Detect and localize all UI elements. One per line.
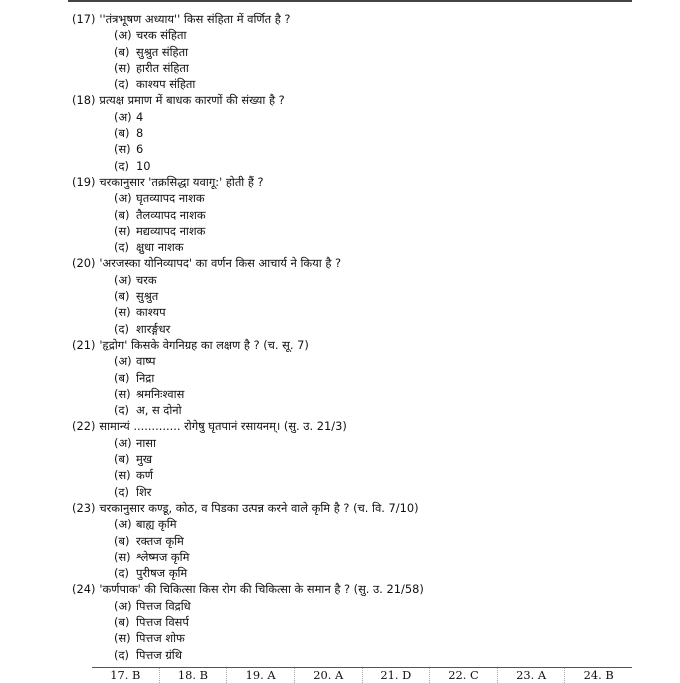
option-text: 10 bbox=[136, 158, 151, 173]
question-text: 'कर्णपाक' की चिकित्सा किस रोग की चिकित्सा के समान है ? (सु. उ. 21/58) bbox=[99, 582, 424, 597]
option-label: (स) bbox=[114, 549, 131, 564]
option-label: (द) bbox=[114, 647, 129, 662]
question-18 bbox=[72, 92, 632, 108]
option-label: (अ) bbox=[114, 28, 132, 43]
option-text: तैलव्यापद नाशक bbox=[136, 207, 206, 222]
answer-key-item: 22. C bbox=[430, 668, 498, 683]
question-text: सामान्यं ............. रोगेषु घृतपानं रसायनम्। (सु. उ. 21/3) bbox=[99, 419, 347, 434]
option bbox=[72, 239, 632, 255]
option bbox=[72, 44, 632, 60]
question-number: (19) bbox=[72, 174, 96, 189]
question-text: ''तंत्रभूषण अध्याय'' किस संहिता में वर्णित है ? bbox=[99, 12, 291, 26]
option-text: वाष्प bbox=[136, 354, 156, 369]
option bbox=[72, 614, 632, 630]
option-label: (अ) bbox=[114, 435, 132, 450]
option bbox=[72, 76, 632, 92]
question-number: (18) bbox=[72, 93, 96, 108]
option bbox=[72, 467, 632, 483]
option-text: घृतव्यापद नाशक bbox=[136, 191, 205, 206]
option-label: (द) bbox=[114, 321, 129, 336]
option-text: मद्यव्यापद नाशक bbox=[136, 223, 206, 238]
option bbox=[72, 533, 632, 549]
option bbox=[72, 598, 632, 614]
option-text: बाह्य कृमि bbox=[136, 517, 177, 532]
option-text: नासा bbox=[136, 435, 156, 450]
answer-key-item: 23. A bbox=[498, 668, 566, 683]
option bbox=[72, 223, 632, 239]
option bbox=[72, 109, 632, 125]
option-label: (ब) bbox=[114, 126, 130, 141]
option bbox=[72, 402, 632, 418]
option-text: चरक संहिता bbox=[136, 28, 187, 43]
question-number: (17) bbox=[72, 12, 96, 26]
option-label: (अ) bbox=[114, 272, 132, 287]
option-label: (ब) bbox=[114, 207, 130, 222]
option bbox=[72, 190, 632, 206]
option-text: श्लेष्मज कृमि bbox=[136, 549, 190, 564]
option-label: (ब) bbox=[114, 452, 130, 467]
question-text: प्रत्यक्ष प्रमाण में बाधक कारणों की संख्या है ? bbox=[99, 93, 285, 108]
option-text: कर्ण bbox=[136, 468, 153, 483]
option-label: (ब) bbox=[114, 289, 130, 304]
question-text: चरकानुसार 'तक्रसिद्धा यवागू:' होती हैं ? bbox=[99, 174, 264, 189]
question-text: चरकानुसार कण्डू, कोठ, व पिडका उत्पन्न करने वाले कृमि है ? (च. वि. 7/10) bbox=[99, 500, 419, 515]
option-text: पित्तज विसर्प bbox=[136, 614, 189, 629]
option-label: (स) bbox=[114, 305, 131, 320]
option-label: (स) bbox=[114, 468, 131, 483]
option-text: अ, स दोनो bbox=[136, 403, 182, 418]
question-text: 'हृद्रोग' किसके वेगनिग्रह का लक्षण है ? (च. सू. 7) bbox=[99, 337, 309, 352]
option-text: मुख bbox=[136, 452, 153, 467]
option-label: (ब) bbox=[114, 533, 130, 548]
option bbox=[72, 386, 632, 402]
option-label: (स) bbox=[114, 60, 131, 75]
option-text: 4 bbox=[136, 109, 144, 124]
option bbox=[72, 647, 632, 663]
option bbox=[72, 516, 632, 532]
option-text: चरक bbox=[136, 272, 157, 287]
option-text: शारर्ङ्गधर bbox=[136, 321, 171, 336]
option bbox=[72, 60, 632, 76]
option-text: पुरीषज कृमि bbox=[136, 566, 188, 581]
option-label: (द) bbox=[114, 484, 129, 499]
question-24 bbox=[72, 581, 632, 597]
option bbox=[72, 288, 632, 304]
answer-key-item: 18. B bbox=[160, 668, 228, 683]
answer-key bbox=[92, 667, 632, 683]
option-label: (अ) bbox=[114, 517, 132, 532]
option-label: (द) bbox=[114, 158, 129, 173]
option bbox=[72, 158, 632, 174]
question-17 bbox=[72, 11, 632, 27]
option bbox=[72, 451, 632, 467]
option-text: 6 bbox=[136, 142, 144, 157]
answer-key-item: 20. A bbox=[295, 668, 363, 683]
option bbox=[72, 304, 632, 320]
option-text: काश्यप संहिता bbox=[136, 77, 196, 92]
option-label: (अ) bbox=[114, 191, 132, 206]
option-label: (स) bbox=[114, 386, 131, 401]
top-rule bbox=[68, 0, 632, 2]
question-22 bbox=[72, 418, 632, 434]
option-label: (अ) bbox=[114, 598, 132, 613]
option bbox=[72, 565, 632, 581]
answer-key-item: 21. D bbox=[363, 668, 431, 683]
option-label: (द) bbox=[114, 566, 129, 581]
option bbox=[72, 549, 632, 565]
answer-key-item: 19. A bbox=[227, 668, 295, 683]
option-text: पित्तज ग्रंथि bbox=[136, 647, 183, 662]
question-number: (21) bbox=[72, 337, 96, 352]
question-text: 'अरजस्का योनिव्यापद' का वर्णन किस आचार्य ने किया है ? bbox=[99, 256, 342, 271]
option bbox=[72, 27, 632, 43]
option-text: पित्तज शोफ bbox=[136, 631, 185, 646]
option-label: (द) bbox=[114, 403, 129, 418]
question-number: (22) bbox=[72, 419, 96, 434]
option-label: (द) bbox=[114, 240, 129, 255]
option bbox=[72, 370, 632, 386]
option bbox=[72, 272, 632, 288]
question-number: (20) bbox=[72, 256, 96, 271]
option-label: (स) bbox=[114, 142, 131, 157]
option-label: (द) bbox=[114, 77, 129, 92]
option-text: सुश्रुत संहिता bbox=[136, 44, 189, 59]
option-text: पित्तज विद्रधि bbox=[136, 598, 191, 613]
option-text: काश्यप bbox=[136, 305, 166, 320]
option-label: (अ) bbox=[114, 354, 132, 369]
answer-key-item: 17. B bbox=[92, 668, 160, 683]
question-list bbox=[72, 11, 632, 663]
option-label: (अ) bbox=[114, 109, 132, 124]
option bbox=[72, 630, 632, 646]
option-label: (स) bbox=[114, 223, 131, 238]
option-text: शिर bbox=[136, 484, 152, 499]
option-text: श्रमनिःश्वास bbox=[136, 386, 185, 401]
option bbox=[72, 207, 632, 223]
option-label: (ब) bbox=[114, 614, 130, 629]
question-21 bbox=[72, 337, 632, 353]
option-text: 8 bbox=[136, 126, 144, 141]
question-20 bbox=[72, 255, 632, 271]
option-text: रक्तज कृमि bbox=[136, 533, 184, 548]
option bbox=[72, 435, 632, 451]
answer-key-item: 24. B bbox=[583, 668, 614, 682]
question-number: (24) bbox=[72, 582, 96, 597]
option-text: निद्रा bbox=[136, 370, 155, 385]
question-23 bbox=[72, 500, 632, 516]
option-text: क्षुधा नाशक bbox=[136, 240, 184, 255]
option-label: (ब) bbox=[114, 44, 130, 59]
option bbox=[72, 321, 632, 337]
option bbox=[72, 484, 632, 500]
question-number: (23) bbox=[72, 500, 96, 515]
option bbox=[72, 125, 632, 141]
option bbox=[72, 141, 632, 157]
option-label: (ब) bbox=[114, 370, 130, 385]
option-label: (स) bbox=[114, 631, 131, 646]
option-text: हारीत संहिता bbox=[136, 60, 189, 75]
question-19 bbox=[72, 174, 632, 190]
option bbox=[72, 353, 632, 369]
option-text: सुश्रुत bbox=[136, 289, 159, 304]
